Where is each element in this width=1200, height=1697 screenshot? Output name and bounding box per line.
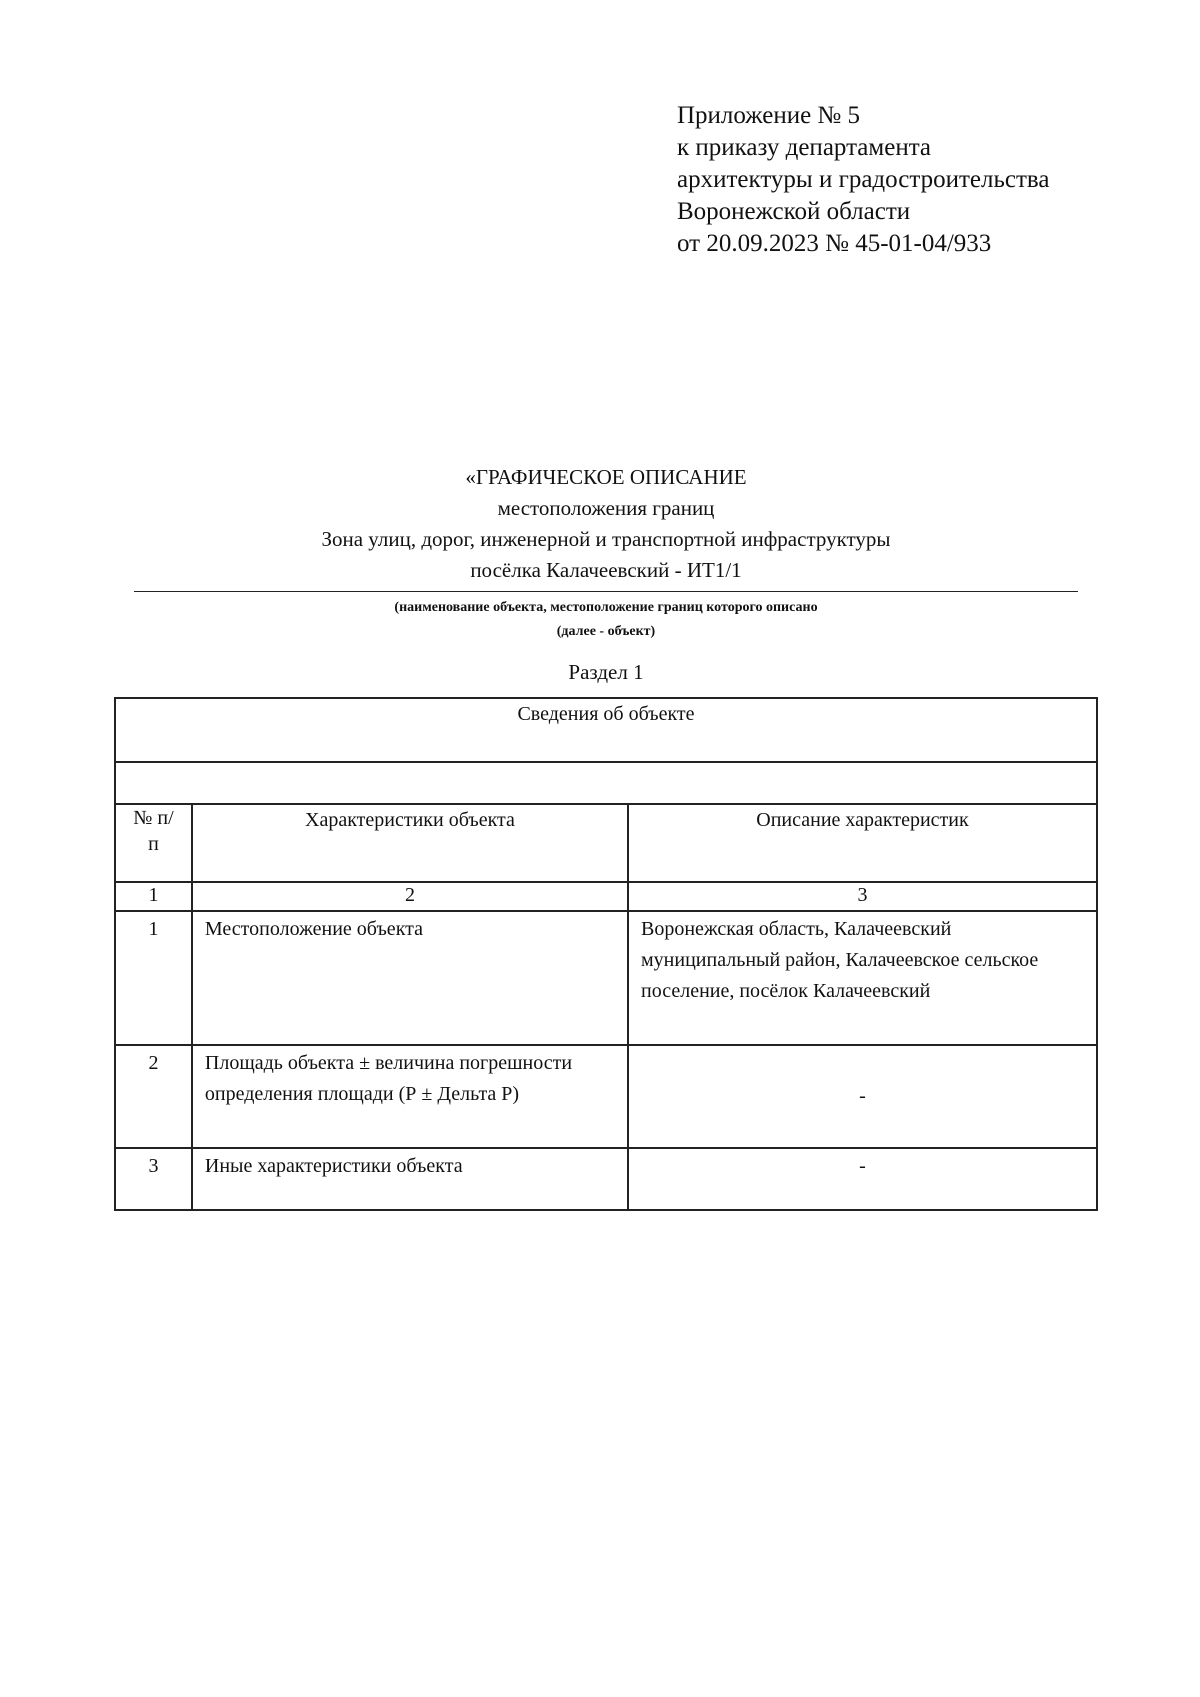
title-underline bbox=[134, 591, 1078, 592]
table-header: Сведения об объекте bbox=[115, 698, 1097, 762]
object-name-line-1: Зона улиц, дорог, инженерной и транспортной инфраструктуры bbox=[321, 527, 891, 551]
blank-cell bbox=[115, 762, 1097, 804]
column-number-1: 1 bbox=[115, 882, 192, 911]
row-characteristic: Местоположение объекта bbox=[192, 911, 628, 1045]
row-characteristic: Иные характеристики объекта bbox=[192, 1148, 628, 1210]
column-header-description: Описание характеристик bbox=[628, 804, 1097, 882]
appendix-line-5: от 20.09.2023 № 45-01-04/933 bbox=[677, 230, 992, 257]
title-subheading: местоположения границ bbox=[497, 496, 715, 520]
row-number: 3 bbox=[115, 1148, 192, 1210]
section-label: Раздел 1 bbox=[568, 660, 644, 684]
column-number-row bbox=[115, 882, 1097, 911]
row-number: 1 bbox=[115, 911, 192, 1045]
document-title bbox=[134, 462, 1078, 586]
column-number-2: 2 bbox=[192, 882, 628, 911]
appendix-line-1: Приложение № 5 bbox=[677, 102, 861, 129]
row-description: - bbox=[628, 1148, 1097, 1210]
title-heading: «ГРАФИЧЕСКОЕ ОПИСАНИЕ bbox=[465, 465, 747, 489]
appendix-line-4: Воронежской области bbox=[677, 198, 911, 225]
row-characteristic: Площадь объекта ± величина погрешности определения площади (Р ± Дельта Р) bbox=[192, 1045, 628, 1148]
object-caption bbox=[134, 596, 1078, 644]
column-header-num: № п/п bbox=[115, 804, 192, 882]
caption-line-2: (далее - объект) bbox=[556, 624, 656, 639]
table-header-row bbox=[115, 698, 1097, 762]
row-description: - bbox=[628, 1045, 1097, 1148]
row-description: Воронежская область, Калачеевский муниципальный район, Калачеевское сельское поселение, посёлок Калачеевский bbox=[628, 911, 1097, 1045]
column-header-characteristic: Характеристики объекта bbox=[192, 804, 628, 882]
object-info-table bbox=[114, 697, 1098, 1211]
row-number: 2 bbox=[115, 1045, 192, 1148]
appendix-block bbox=[677, 100, 1049, 260]
table-row bbox=[115, 1045, 1097, 1148]
table-blank-row bbox=[115, 762, 1097, 804]
caption-line-1: (наименование объекта, местоположение границ которого описано bbox=[394, 600, 818, 615]
appendix-line-3: архитектуры и градостроительства bbox=[677, 166, 1050, 193]
table-row bbox=[115, 911, 1097, 1045]
object-name-line-2: посёлка Калачеевский - ИТ1/1 bbox=[470, 558, 742, 582]
table-row bbox=[115, 1148, 1097, 1210]
column-number-3: 3 bbox=[628, 882, 1097, 911]
appendix-line-2: к приказу департамента bbox=[677, 134, 932, 161]
column-header-row bbox=[115, 804, 1097, 882]
